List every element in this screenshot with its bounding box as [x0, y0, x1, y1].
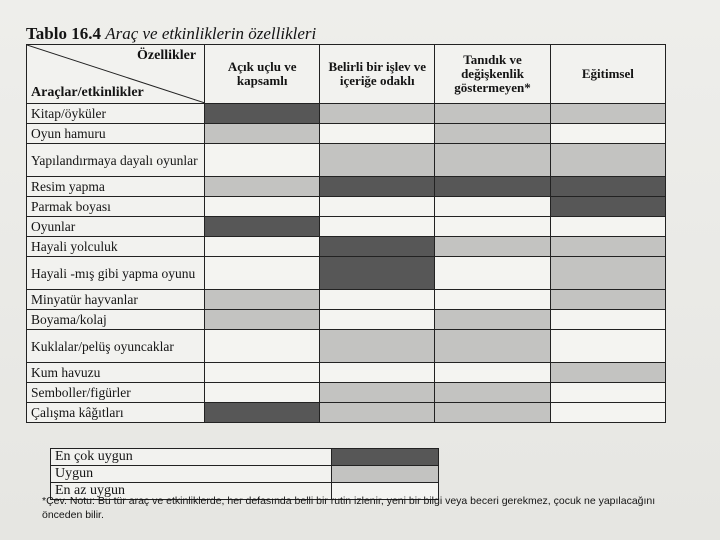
- shade-cell: [435, 403, 551, 423]
- shade-cell: [435, 330, 551, 363]
- table-row: [27, 330, 666, 363]
- shade-cell: [320, 217, 435, 237]
- legend-row: [51, 449, 439, 466]
- table-row: [27, 383, 666, 403]
- shade-cell: [205, 310, 320, 330]
- row-label: Oyun hamuru: [27, 124, 205, 144]
- shade-cell: [205, 144, 320, 177]
- shade-cell: [435, 217, 551, 237]
- shade-cell: [435, 197, 551, 217]
- shade-cell: [320, 403, 435, 423]
- table-row: [27, 197, 666, 217]
- shade-cell: [205, 124, 320, 144]
- shade-cell: [550, 237, 665, 257]
- features-header-label: Özellikler: [137, 48, 197, 63]
- tools-header-label: Araçlar/etkinlikler: [31, 85, 144, 100]
- shade-cell: [205, 330, 320, 363]
- shade-cell: [550, 217, 665, 237]
- table-row: [27, 363, 666, 383]
- shade-cell: [320, 104, 435, 124]
- shade-cell: [320, 197, 435, 217]
- shade-cell: [205, 197, 320, 217]
- shade-cell: [550, 104, 665, 124]
- legend-row: [51, 466, 439, 483]
- legend-label: En az uygun: [51, 483, 332, 500]
- shade-cell: [435, 383, 551, 403]
- shade-cell: [550, 197, 665, 217]
- table-row: [27, 237, 666, 257]
- row-label: Semboller/figürler: [27, 383, 205, 403]
- row-label: Kitap/öyküler: [27, 104, 205, 124]
- shade-cell: [435, 290, 551, 310]
- shade-cell: [435, 237, 551, 257]
- column-header-educational: Eğitimsel: [550, 45, 665, 104]
- shade-cell: [435, 177, 551, 197]
- shade-cell: [205, 177, 320, 197]
- table-row: [27, 104, 666, 124]
- shade-cell: [320, 383, 435, 403]
- row-label: Hayali yolculuk: [27, 237, 205, 257]
- table-row: [27, 290, 666, 310]
- shade-cell: [320, 257, 435, 290]
- shade-cell: [205, 257, 320, 290]
- table-row: [27, 177, 666, 197]
- legend-swatch: [332, 466, 439, 483]
- shade-cell: [550, 403, 665, 423]
- shade-cell: [550, 383, 665, 403]
- shade-cell: [550, 310, 665, 330]
- row-label: Yapılandırmaya dayalı oyunlar: [27, 144, 205, 177]
- legend-swatch: [332, 449, 439, 466]
- shade-cell: [435, 124, 551, 144]
- row-label: Kum havuzu: [27, 363, 205, 383]
- shade-cell: [320, 363, 435, 383]
- shade-cell: [435, 363, 551, 383]
- shade-cell: [205, 237, 320, 257]
- shade-cell: [550, 363, 665, 383]
- shade-cell: [320, 330, 435, 363]
- shade-cell: [550, 124, 665, 144]
- shade-cell: [435, 144, 551, 177]
- row-label: Boyama/kolaj: [27, 310, 205, 330]
- features-table: [26, 44, 666, 423]
- table-row: [27, 403, 666, 423]
- shade-cell: [320, 144, 435, 177]
- shade-cell: [205, 104, 320, 124]
- table-row: [27, 257, 666, 290]
- row-label: Resim yapma: [27, 177, 205, 197]
- table-title: [26, 24, 316, 44]
- shade-cell: [320, 124, 435, 144]
- legend-label: Uygun: [51, 466, 332, 483]
- shade-cell: [205, 290, 320, 310]
- table-row: [27, 217, 666, 237]
- shade-cell: [320, 310, 435, 330]
- shade-cell: [435, 310, 551, 330]
- shade-cell: [435, 257, 551, 290]
- shade-cell: [205, 363, 320, 383]
- row-label: Minyatür hayvanlar: [27, 290, 205, 310]
- shade-cell: [550, 330, 665, 363]
- column-header-focused: Belirli bir işlev ve içeriğe odaklı: [320, 45, 435, 104]
- row-label: Hayali -mış gibi yapma oyunu: [27, 257, 205, 290]
- column-header-familiar: Tanıdık ve değişkenlik göstermeyen*: [435, 45, 551, 104]
- shade-cell: [550, 144, 665, 177]
- table-title-text: Araç ve etkinliklerin özellikleri: [105, 24, 317, 43]
- shade-cell: [320, 237, 435, 257]
- legend-table: [50, 448, 439, 500]
- legend-label: En çok uygun: [51, 449, 332, 466]
- shade-cell: [550, 257, 665, 290]
- shade-cell: [205, 217, 320, 237]
- shade-cell: [205, 403, 320, 423]
- table-row: [27, 144, 666, 177]
- translator-note: *Çev. Notu: Bu tür araç ve etkinliklerde, her defasında belli bir rutin izlenir, yeni bir bilgi veya beceri gerekmez, çocuk ne yapılacağını önceden bilir.: [42, 495, 656, 521]
- shade-cell: [205, 383, 320, 403]
- table-number: Tablo 16.4: [26, 24, 101, 43]
- shade-cell: [550, 177, 665, 197]
- shade-cell: [435, 104, 551, 124]
- row-label: Parmak boyası: [27, 197, 205, 217]
- shade-cell: [320, 290, 435, 310]
- column-header-open-ended: Açık uçlu ve kapsamlı: [205, 45, 320, 104]
- table-row: [27, 310, 666, 330]
- corner-header: [27, 45, 205, 104]
- table-row: [27, 124, 666, 144]
- header-row: [27, 45, 666, 104]
- row-label: Kuklalar/pelüş oyuncaklar: [27, 330, 205, 363]
- row-label: Oyunlar: [27, 217, 205, 237]
- shade-cell: [320, 177, 435, 197]
- row-label: Çalışma kâğıtları: [27, 403, 205, 423]
- shade-cell: [550, 290, 665, 310]
